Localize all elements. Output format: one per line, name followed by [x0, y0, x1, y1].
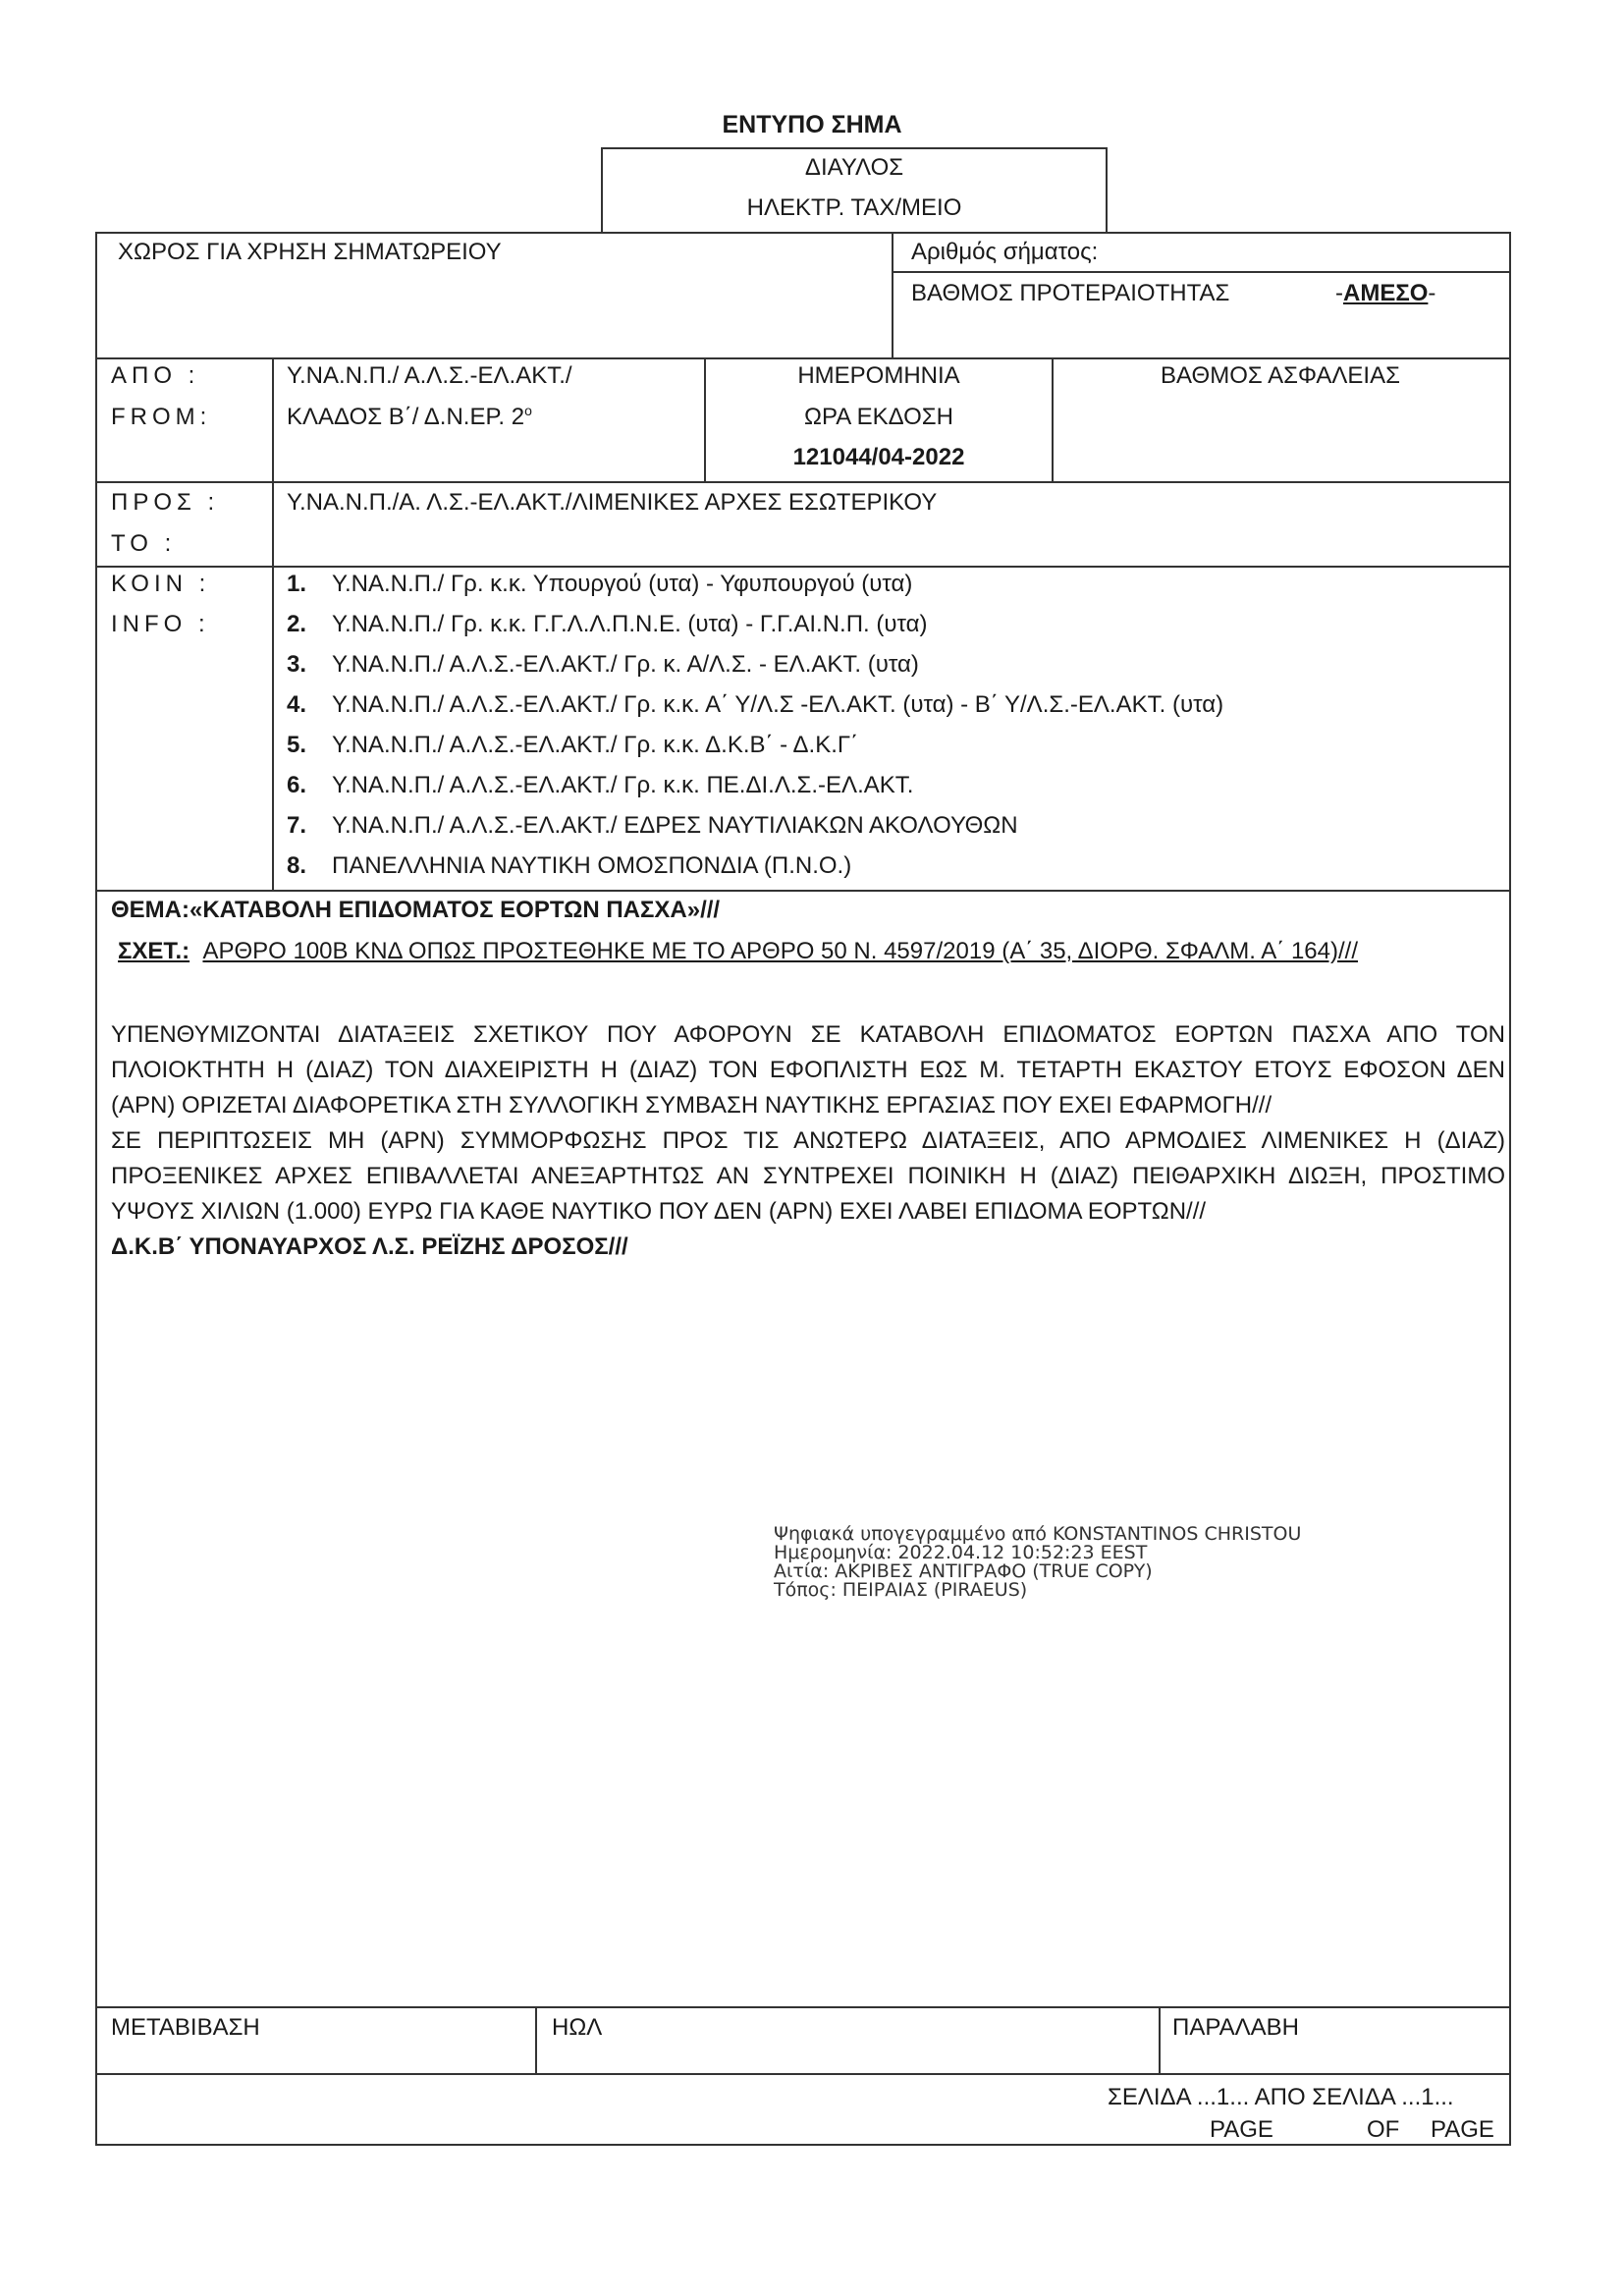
info-label-gr: ΚΟΙΝ :: [111, 571, 211, 597]
digital-signature-line-1: Ψηφιακά υπογεγραμμένο από KONSTANTINOS CHRISTOU: [774, 1523, 1302, 1545]
digital-signature-line-4: Τόπος: ΠΕΙΡΑΙΑΣ (PIRAEUS): [774, 1579, 1028, 1601]
hol-label: ΗΩΛ: [552, 2014, 603, 2041]
from-label-gr: ΑΠΟ :: [111, 362, 200, 389]
digital-signature-line-2: Ημερομηνία: 2022.04.12 10:52:23 EEST: [774, 1542, 1148, 1563]
info-item-4: 4. Υ.ΝΑ.Ν.Π./ Α.Λ.Σ.-ΕΛ.ΑΚΤ./ Γρ. κ.κ. Α΄ Υ/Λ.Σ -ΕΛ.ΑΚΤ. (υτα) - Β΄ Υ/Λ.Σ.-ΕΛ.ΑΚΤ. (υτα): [287, 691, 1224, 718]
info-item-3: 3. Υ.ΝΑ.Ν.Π./ Α.Λ.Σ.-ΕΛ.ΑΚΤ./ Γρ. κ. Α/Λ.Σ. - ΕΛ.ΑΚΤ. (υτα): [287, 651, 919, 678]
to-label-gr: ΠΡΟΣ :: [111, 489, 220, 516]
subject: ΘΕΜΑ:«ΚΑΤΑΒΟΛΗ ΕΠΙΔΟΜΑΤΟΣ ΕΟΡΤΩΝ ΠΑΣΧΑ»///: [111, 897, 721, 923]
priority-label: ΒΑΘΜΟΣ ΠΡΟΤΕΡΑΙΟΤΗΤΑΣ: [911, 280, 1230, 306]
info-item-1: 1. Υ.ΝΑ.Ν.Π./ Γρ. κ.κ. Υπουργού (υτα) - Υφυπουργού (υτα): [287, 571, 913, 597]
body-line-1: ΥΠΕΝΘΥΜΙΖΟΝΤΑΙ ΔΙΑΤΑΞΕΙΣ ΣΧΕΤΙΚΟΥ ΠΟΥ ΑΦΟΡΟΥΝ ΣΕ ΚΑΤΑΒΟΛΗ ΕΠΙΔΟΜΑΤΟΣ ΕΟΡΤΩΝ ΠΑΣΧΑ ΑΠΟ ΤΟΝ: [111, 1021, 1505, 1048]
page-label-en: PAGE: [1210, 2116, 1273, 2143]
channel-value: ΗΛΕΚΤΡ. ΤΑΧ/ΜΕΙΟ: [746, 194, 962, 221]
reference: ΣΧΕΤ.: ΑΡΘΡΟ 100Β ΚΝΔ ΟΠΩΣ ΠΡΟΣΤΕΘΗΚΕ ΜΕ ΤΟ ΑΡΘΡΟ 50 Ν. 4597/2019 (Α΄ 35, ΔΙΟΡΘ. ΣΦΑΛΜ. Α΄ 164)///: [118, 938, 1358, 964]
info-item-8: 8. ΠΑΝΕΛΛΗΝΙΑ ΝΑΥΤΙΚΗ ΟΜΟΣΠΟΝΔΙΑ (Π.Ν.Ο.): [287, 852, 852, 879]
info-item-6: 6. Υ.ΝΑ.Ν.Π./ Α.Λ.Σ.-ΕΛ.ΑΚΤ./ Γρ. κ.κ. ΠΕ.ΔΙ.Λ.Σ.-ΕΛ.ΑΚΤ.: [287, 772, 914, 798]
signoff: Δ.Κ.Β΄ ΥΠΟΝΑΥΑΡΧΟΣ Λ.Σ. ΡΕΪΖΗΣ ΔΡΟΣΟΣ///: [111, 1233, 628, 1260]
datetime-value: 121044/04-2022: [792, 444, 965, 470]
info-label-en: INFO :: [111, 611, 210, 637]
page-label-en-2: PAGE: [1431, 2116, 1494, 2143]
digital-signature-line-3: Αιτία: ΑΚΡΙΒΕΣ ΑΝΤΙΓΡΑΦΟ (TRUE COPY): [774, 1560, 1153, 1582]
reception-label: ΠΑΡΑΛΑΒΗ: [1172, 2014, 1299, 2041]
to-label-en: ΤΟ :: [111, 530, 177, 557]
sender-line-1: Υ.ΝΑ.Ν.Π./ Α.Λ.Σ.-ΕΛ.ΑΚΤ./: [287, 362, 572, 389]
date-label: ΗΜΕΡΟΜΗΝΙΑ: [797, 362, 960, 389]
body-line-6: ΥΨΟΥΣ ΧΙΛΙΩΝ (1.000) ΕΥΡΩ ΓΙΑ ΚΑΘΕ ΝΑΥΤΙΚΟ ΠΟΥ ΔΕΝ (ΑΡΝ) ΕΧΕΙ ΛΑΒΕΙ ΕΠΙΔΟΜΑ ΕΟΡΤΩΝ///: [111, 1198, 1207, 1225]
sender-line-2: ΚΛΑΔΟΣ Β΄/ Δ.Ν.ΕΡ. $2^o$: [287, 403, 532, 430]
signal-office-space-label: ΧΩΡΟΣ ΓΙΑ ΧΡΗΣΗ ΣΗΜΑΤΩΡΕΙΟΥ: [118, 239, 502, 265]
from-label-en: FROM:: [111, 404, 212, 430]
security-label: ΒΑΘΜΟΣ ΑΣΦΑΛΕΙΑΣ: [1161, 362, 1400, 389]
info-item-2: 2. Υ.ΝΑ.Ν.Π./ Γρ. κ.κ. Γ.Γ.Λ.Λ.Π.Ν.Ε. (υτα) - Γ.Γ.ΑΙ.Ν.Π. (υτα): [287, 611, 928, 637]
body-line-3: (ΑΡΝ) ΟΡΙΖΕΤΑΙ ΔΙΑΦΟΡΕΤΙΚΑ ΣΤΗ ΣΥΛΛΟΓΙΚΗ ΣΥΜΒΑΣΗ ΝΑΥΤΙΚΗΣ ΕΡΓΑΣΙΑΣ ΠΟΥ ΕΧΕΙ ΕΦΑΡΜΟΓΗ///: [111, 1092, 1272, 1119]
body-line-5: ΠΡΟΞΕΝΙΚΕΣ ΑΡΧΕΣ ΕΠΙΒΑΛΛΕΤΑΙ ΑΝΕΞΑΡΤΗΤΩΣ ΑΝ ΣΥΝΤΡΕΧΕΙ ΠΟΙΝΙΚΗ Η (ΔΙΑΖ) ΠΕΙΘΑΡΧΙΚΗ ΔΙΩΞΗ, ΠΡΟΣΤΙΜΟ: [111, 1163, 1505, 1189]
info-item-7: 7. Υ.ΝΑ.Ν.Π./ Α.Λ.Σ.-ΕΛ.ΑΚΤ./ ΕΔΡΕΣ ΝΑΥΤΙΛΙΑΚΩΝ ΑΚΟΛΟΥΘΩΝ: [287, 812, 1018, 839]
page-count-gr: ΣΕΛΙΔΑ ...1... ΑΠΟ ΣΕΛΙΔΑ ...1...: [1108, 2084, 1454, 2110]
body-line-4: ΣΕ ΠΕΡΙΠΤΩΣΕΙΣ ΜΗ (ΑΡΝ) ΣΥΜΜΟΡΦΩΣΗΣ ΠΡΟΣ ΤΙΣ ΑΝΩΤΕΡΩ ΔΙΑΤΑΞΕΙΣ, ΑΠΟ ΑΡΜΟΔΙΕΣ ΛΙΜΕΝΙΚΕΣ Η (ΔΙΑΖ): [111, 1127, 1505, 1154]
priority-value: -ΑΜΕΣΟ-: [1335, 280, 1436, 306]
signal-number-label: Αριθμός σήματος:: [911, 239, 1099, 265]
recipient: Υ.ΝΑ.Ν.Π./Α. Λ.Σ.-ΕΛ.ΑΚΤ./ΛΙΜΕΝΙΚΕΣ ΑΡΧΕΣ ΕΣΩΤΕΡΙΚΟΥ: [287, 489, 938, 516]
of-label-en: OF: [1367, 2116, 1400, 2143]
info-item-5: 5. Υ.ΝΑ.Ν.Π./ Α.Λ.Σ.-ΕΛ.ΑΚΤ./ Γρ. κ.κ. Δ.Κ.Β΄ - Δ.Κ.Γ΄: [287, 732, 859, 758]
time-label: ΩΡΑ ΕΚΔΟΣΗ: [804, 404, 953, 430]
body-line-2: ΠΛΟΙΟΚΤΗΤΗ Η (ΔΙΑΖ) ΤΟΝ ΔΙΑΧΕΙΡΙΣΤΗ Η (ΔΙΑΖ) ΤΟΝ ΕΦΟΠΛΙΣΤΗ ΕΩΣ Μ. ΤΕΤΑΡΤΗ ΕΚΑΣΤΟΥ ΕΤΟΥΣ ΕΦΟΣΟΝ ΔΕΝ: [111, 1057, 1505, 1083]
transmission-label: ΜΕΤΑΒΙΒΑΣΗ: [111, 2014, 260, 2041]
channel-label: ΔΙΑΥΛΟΣ: [804, 154, 904, 181]
form-title: ΕΝΤΥΠΟ ΣΗΜΑ: [722, 111, 902, 138]
